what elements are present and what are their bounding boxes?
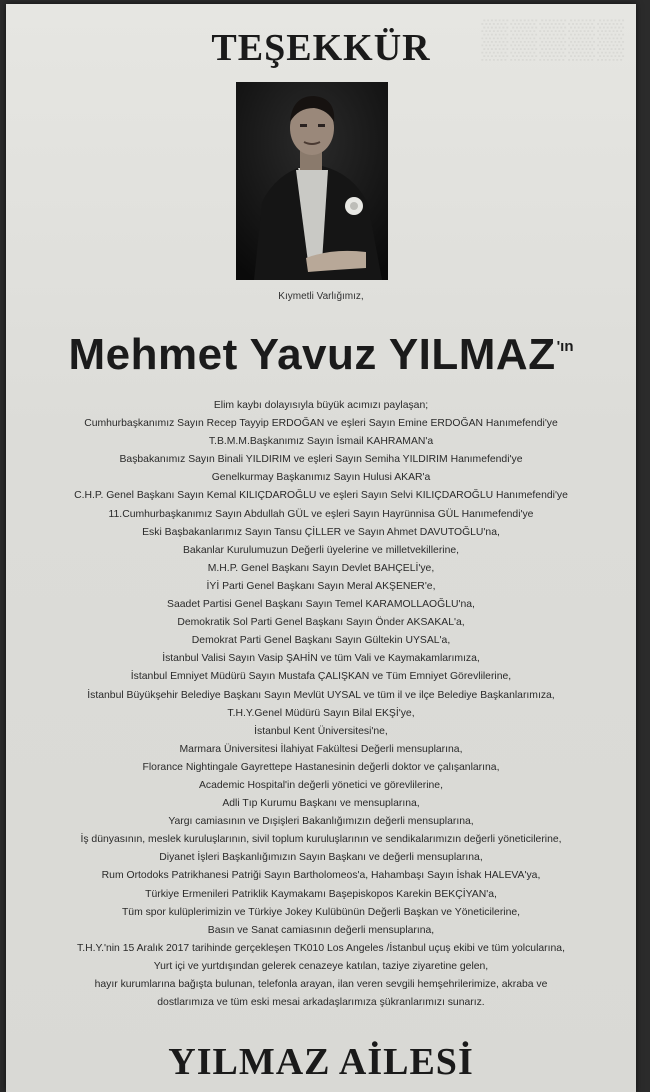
thanks-line: Adli Tıp Kurumu Başkanı ve mensuplarına, [222, 798, 420, 810]
thanks-line: Elim kaybı dolayısıyla büyük acımızı paylaşan; [213, 400, 429, 411]
thanks-line: Diyanet İşleri Başkanlığımızın Sayın Başkanı ve değerli mensuplarına, [159, 852, 483, 864]
thanks-line: Saadet Partisi Genel Başkanı Sayın Temel KARAMOLLAOĞLU'na, [167, 599, 475, 611]
deceased-name: Mehmet Yavuz YILMAZ [68, 330, 556, 379]
thanks-line: Basın ve Sanat camiasının değerli mensuplarına, [207, 924, 435, 936]
thanks-line: C.H.P. Genel Başkanı Sayın Kemal KILIÇDAROĞLU ve eşleri Sayın Selvi KILIÇDAROĞLU Hanımefendi'ye [74, 490, 568, 502]
thanks-line: Cumhurbaşkanımız Sayın Recep Tayyip ERDOĞAN ve eşleri Sayın Emine ERDOĞAN Hanımefendi'ye [84, 418, 558, 430]
family-signature: YILMAZ AİLESİ [168, 1041, 474, 1083]
thanks-list [14, 397, 628, 1012]
thanks-line: Eski Başbakanlarımız Sayın Tansu ÇİLLER ve Sayın Ahmet DAVUTOĞLU'na, [142, 526, 500, 538]
intro-text: Kıymetli Varlığımız, [278, 291, 364, 302]
thanks-line: Demokratik Sol Parti Genel Başkanı Sayın Önder AKSAKAL'a, [177, 617, 465, 629]
notice-title: TEŞEKKÜR [211, 27, 431, 69]
thanks-line: Tüm spor kulüplerimizin ve Türkiye Jokey Kulübünün Değerli Başkan ve Yöneticilerine, [121, 906, 521, 918]
thanks-line: T.B.M.M.Başkanımız Sayın İsmail KAHRAMAN'a [208, 436, 434, 448]
bleed-through-text: ▒▒▒▒▒ [481, 18, 626, 60]
thanks-line: M.H.P. Genel Başkanı Sayın Devlet BAHÇELİ'ye, [207, 562, 435, 574]
thanks-line: İstanbul Büyükşehir Belediye Başkanı Sayın Mevlüt UYSAL ve tüm il ve ilçe Belediye Başkanlarımıza, [87, 689, 555, 701]
name-suffix: 'ın [556, 338, 574, 355]
thanks-line: Türkiye Ermenileri Patriklik Kaymakamı Başepiskopos Karekin BEKÇİYAN'a, [145, 888, 497, 900]
thanks-line: Yargı camiasının ve Dışişleri Bakanlığımızın değerli mensuplarına, [168, 816, 474, 828]
thanks-line: Florance Nightingale Gayrettepe Hastanesinin değerli doktor ve çalışanlarına, [142, 761, 500, 773]
thanks-line: İstanbul Valisi Sayın Vasip ŞAHİN ve tüm Vali ve Kaymakamlarımıza, [162, 653, 480, 665]
thanks-line: T.H.Y.Genel Müdürü Sayın Bilal EKŞİ'ye, [227, 707, 415, 719]
thanks-line: İstanbul Kent Üniversitesi'ne, [254, 725, 388, 737]
thanks-line: Genelkurmay Başkanımız Sayın Hulusi AKAR'a [211, 472, 431, 484]
thanks-line: hayır kurumlarına bağışta bulunan, telefonla arayan, ilan veren sevgili hemşehrilerimize, akraba ve [94, 979, 548, 990]
thanks-line: Marmara Üniversitesi İlahiyat Fakültesi Değerli mensuplarına, [179, 743, 463, 755]
thanks-line: Demokrat Parti Genel Başkanı Sayın Gültekin UYSAL'a, [191, 635, 451, 647]
newspaper-page [6, 4, 636, 1092]
thanks-line: T.H.Y.'nin 15 Aralık 2017 tarihinde gerçekleşen TK010 Los Angeles /İstanbul uçuş ekibi ve tüm yolcularına, [77, 942, 565, 954]
thanks-line: İş dünyasının, meslek kuruluşlarının, sivil toplum kuruluşlarının ve sendikalarımızın değerli yöneticilerine, [80, 834, 562, 846]
thanks-line: Başbakanımız Sayın Binali YILDIRIM ve eşleri Sayın Semiha YILDIRIM Hanımefendi'ye [119, 454, 523, 466]
deceased-name-line [6, 330, 636, 380]
thanks-line: Bakanlar Kurulumuzun Değerli üyelerine ve milletvekillerine, [182, 544, 460, 556]
thanks-line: İstanbul Emniyet Müdürü Sayın Mustafa ÇALIŞKAN ve Tüm Emniyet Görevlilerine, [130, 671, 512, 683]
thanks-line: İYİ Parti Genel Başkanı Sayın Meral AKŞENER'e, [206, 580, 436, 592]
thanks-line: Rum Ortodoks Patrikhanesi Patriği Sayın Bartholomeos'a, Hahambaşı Sayın İshak HALEVA'ya, [101, 870, 541, 882]
thanks-line: Yurt içi ve yurtdışından gelerek cenazeye katılan, taziye ziyaretine gelen, [153, 960, 489, 972]
thanks-line: Academic Hospital'in değerli yönetici ve görevlilerine, [199, 779, 443, 791]
thanks-line: 11.Cumhurbaşkanımız Sayın Abdullah GÜL ve eşleri Sayın Hayrünnisa GÜL Hanımefendi'ye [108, 508, 534, 520]
thanks-line: dostlarımıza ve tüm eski mesai arkadaşlarımıza şükranlarımızı sunarız. [157, 997, 485, 1009]
portrait-photo [236, 82, 388, 280]
